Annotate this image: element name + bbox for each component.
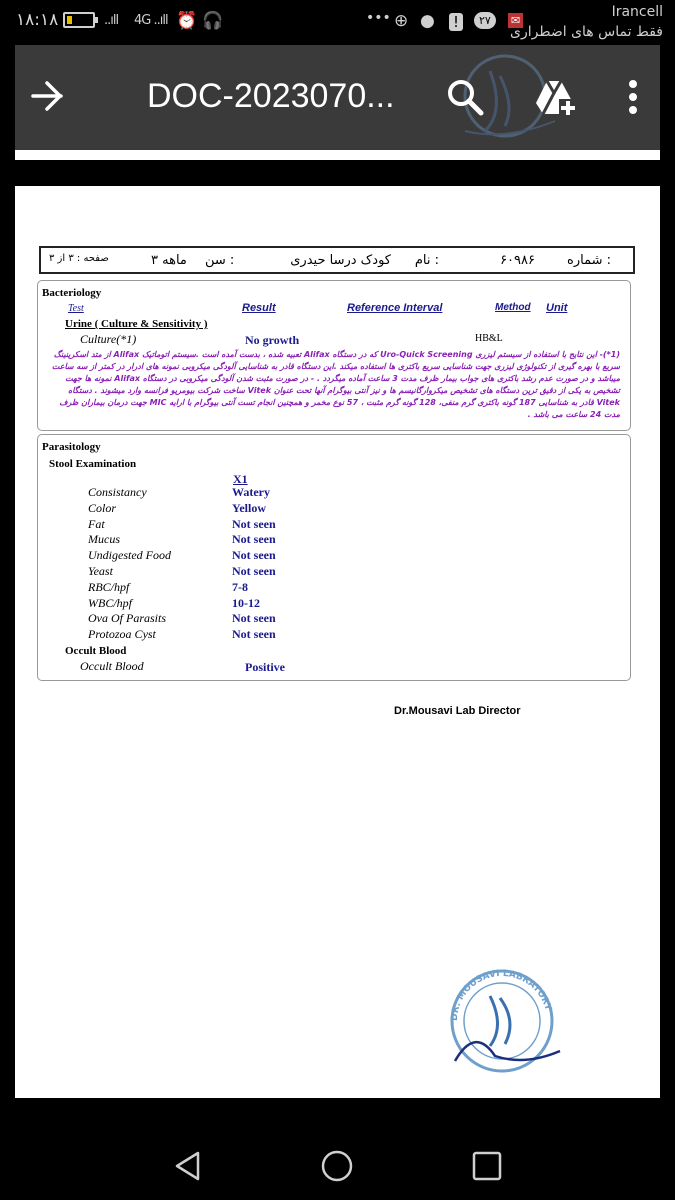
add-circle-icon: ⊕ — [394, 11, 409, 31]
signal-4g-icon: 4G ..ıll — [134, 13, 168, 28]
stool-param-value: 7-8 — [232, 579, 248, 594]
number-value: ۶۰۹۸۶ — [500, 253, 535, 268]
culture-label: Culture(*1) — [80, 332, 137, 346]
nav-back-icon[interactable] — [170, 1148, 206, 1184]
emergency-only-text: فقط تماس های اضطراری — [510, 24, 663, 40]
col-reference: Reference Interval — [347, 302, 443, 314]
clock: ۱۸:۱۸ — [16, 10, 59, 30]
stool-param-label: RBC/hpf — [88, 579, 130, 594]
stool-param-label: Yeast — [88, 564, 113, 578]
bacteriology-section — [37, 280, 631, 431]
headset-icon: 🎧 — [202, 11, 224, 31]
stool-param-value: Yellow — [232, 500, 266, 515]
stool-param-value: Not seen — [232, 611, 276, 626]
stool-param-label: Mucus — [88, 532, 120, 547]
search-icon[interactable] — [445, 77, 485, 117]
patient-name: کودک درسا حیدری — [290, 253, 391, 268]
document-page[interactable] — [15, 186, 660, 1098]
parasitology-section — [37, 434, 631, 681]
document-title: DOC-2023070... — [147, 77, 395, 115]
col-unit: Unit — [546, 302, 568, 314]
section-title: Parasitology — [42, 441, 101, 453]
col-result: Result — [242, 302, 276, 314]
page-indicator: صفحه : ۳ از ۳ — [49, 253, 109, 264]
lab-stamp-image — [435, 966, 565, 1076]
stool-param-value: Not seen — [232, 532, 276, 547]
stool-param-value: Not seen — [232, 516, 276, 531]
name-label: نام : — [414, 253, 439, 268]
culture-result: No growth — [245, 333, 300, 347]
more-vert-icon[interactable] — [621, 77, 645, 117]
alert-icon: ! — [449, 13, 463, 31]
nav-recents-icon[interactable] — [469, 1148, 505, 1184]
stool-param-label: Protozoa Cyst — [88, 627, 156, 642]
occult-result: Positive — [245, 660, 285, 674]
col-x1: X1 — [233, 472, 248, 486]
alarm-icon: ⏰ — [176, 11, 198, 31]
app-icon: ✉ — [508, 13, 523, 28]
section-title: Bacteriology — [42, 287, 102, 299]
method-note: (1*)- این نتایج با استفاده از سیستم لیزری Uro-Quick Screening که در دستگاه Alifax تعبیه شده ، بدست آمده است .سیستم اتوماتیک Alifax از متد اسکرینینگ سریع با بهره گیری از تکنولوژی لیزری جهت شناسایی سریع باکتری ها استفاده میکند .این دستگاه قادر به شناسایی آلودگی میکروبی نمونه های ادرار در کمتر از سه ساعت میباشد و در صورت عدم رشد باکتری های جواب بیمار ظرف مدت 3 ساعت آماده میگردد . - در صورت مثبت شدن آلودگی میکروبی در دستگاه Alifax نمونه ها جهت تشخیص به یکی از دقیق ترین دستگاه های تشخیص میکروارگانیسم ها و نیز آنتی بیوگرام آنها تحت عنوان Vitek ساخت شرکت بیومریو فرانسه وارد میشوند . دستگاه Vitek قادر به شناسایی 187 گونه باکتری گرم منفی، 128 گونه گرم مثبت ، 57 نوع مخمر و همچنین انجام تست آنتی بیوگرام با ارایه MIC جهت درمان بیماران ظرف مدت 24 ساعت می باشد . — [51, 350, 620, 419]
col-test: Test — [68, 303, 84, 314]
occult-title: Occult Blood — [65, 645, 127, 657]
chat-icon: ● — [420, 11, 435, 31]
stool-param-label: Color — [88, 500, 117, 515]
stool-subtitle: Stool Examination — [49, 458, 137, 470]
stool-param-value: Not seen — [232, 548, 276, 563]
back-arrow-icon[interactable] — [29, 78, 65, 114]
stool-param-label: Consistancy — [88, 485, 147, 499]
signal-icon: ..ıll — [104, 13, 119, 28]
lab-director-signature: Dr.Mousavi Lab Director — [394, 705, 521, 717]
patient-header — [39, 246, 635, 274]
stamp-text: DR. MOUSAVI LABRATORY — [449, 968, 553, 1022]
more-notifications-icon: ••• — [366, 10, 391, 26]
carrier-name: Irancell — [611, 4, 663, 20]
top-app-bar — [15, 45, 660, 150]
stool-param-label: Fat — [88, 516, 105, 531]
stool-param-value: Watery — [232, 485, 270, 499]
col-method: Method — [495, 302, 531, 313]
status-bar — [0, 0, 675, 45]
drive-add-icon[interactable] — [533, 77, 577, 117]
nav-home-icon[interactable] — [319, 1148, 355, 1184]
stool-param-label: WBC/hpf — [88, 595, 132, 610]
occult-label: Occult Blood — [80, 659, 144, 673]
culture-method: HB&L — [475, 333, 503, 344]
stool-param-label: Ova Of Parasits — [88, 611, 166, 626]
navigation-bar — [0, 1120, 675, 1200]
urine-subtitle: Urine ( Culture & Sensitivity ) — [65, 318, 208, 330]
number-label: شماره : — [567, 253, 611, 268]
badge-count: ۲۷ — [474, 12, 496, 29]
toolbar-divider — [15, 150, 660, 160]
stool-param-value: Not seen — [232, 627, 276, 642]
age-value: ۳ ماهه — [151, 253, 187, 268]
stool-param-value: 10-12 — [232, 595, 260, 610]
battery-icon — [63, 12, 95, 28]
stool-param-label: Undigested Food — [88, 548, 171, 563]
age-label: سن : — [205, 253, 235, 268]
stool-param-value: Not seen — [232, 564, 276, 578]
